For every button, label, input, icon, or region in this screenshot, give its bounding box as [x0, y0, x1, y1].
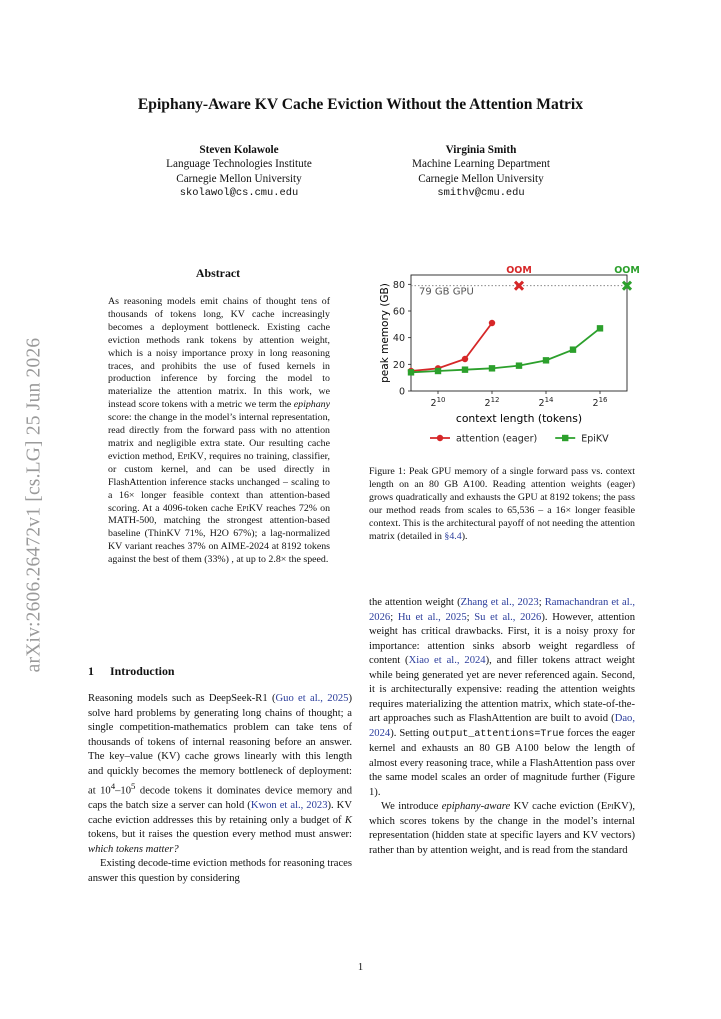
- author-univ: Carnegie Mellon University: [176, 172, 302, 185]
- paragraph: We introduce epiphany-aware KV cache eviction (EpiKV), which scores tokens by the change in the model’s internal representation (hidden state at specific layers and KV vectors) rather than by attention weight, and is read from the standard: [369, 801, 635, 856]
- series: [408, 266, 640, 376]
- method-name: EpiKV: [600, 801, 629, 812]
- page-number: 1: [357, 962, 364, 973]
- method-name: EpiKV: [177, 450, 204, 462]
- citation-link[interactable]: Kwon et al., 2023: [250, 800, 328, 812]
- paragraph: the attention weight (Zhang et al., 2023; Ramachandran et al., 2026; Hu et al., 2025; Su et al., 2026). However, attention weight has critical drawbacks. First, it is a noisy proxy for importance: attention sinks absorb weight regardless of content (Xiao et al., 2024), and filler tokens attract weight while being generated yet are never referenced again. Second, it is architecturally expensive: reading the attention weights requires materializing the attention matrix, which state-of-the-art approaches such as FlashAttention are built to avoid (Dao, 2024). Setting output_attentions=True forces the eager kernel and exhausts an 80 GB A100 below the length of almost every reasoning trace, while a FlashAttention pass over the same model scales an order of magnitude further (Figure 1).: [369, 597, 636, 798]
- abstract-heading: Abstract: [195, 266, 241, 280]
- legend-item: [430, 434, 537, 445]
- y-tick-label: 0: [398, 386, 405, 398]
- x-axis-label: context length (tokens): [455, 412, 583, 425]
- citation-link[interactable]: Ramachandran et al., 2026: [369, 597, 635, 623]
- x-tick-label: $2^{10}$: [430, 396, 446, 409]
- author-email: smithv@cmu.edu: [437, 186, 525, 199]
- citation-link[interactable]: Su et al., 2026: [474, 611, 542, 623]
- author-dept: Language Technologies Institute: [166, 158, 312, 171]
- data-point: [462, 356, 468, 362]
- oom-label: OOM: [614, 266, 640, 276]
- oom-label: OOM: [506, 266, 532, 276]
- x-tick-label: $2^{14}$: [538, 396, 554, 409]
- author-block-1: [136, 143, 342, 200]
- x-tick-label: $2^{12}$: [484, 396, 500, 409]
- y-tick-label: 60: [392, 306, 405, 318]
- author-dept: Machine Learning Department: [412, 158, 550, 171]
- paper-title: Epiphany-Aware KV Cache Eviction Without the Attention Matrix: [137, 96, 584, 113]
- author-name: Virginia Smith: [445, 144, 517, 156]
- code-snippet: output_attentions=True: [432, 728, 565, 740]
- data-point: [516, 362, 522, 368]
- data-point: [562, 435, 568, 441]
- citation-link[interactable]: Guo et al., 2025: [275, 693, 349, 704]
- citation-link[interactable]: Dao, 2024: [369, 713, 635, 739]
- arxiv-stamp: [18, 300, 50, 710]
- author-block-2: [378, 143, 584, 200]
- section-heading: 1 Introduction: [88, 664, 175, 678]
- data-point: [408, 369, 414, 375]
- citation-link[interactable]: Zhang et al., 2023: [460, 597, 539, 608]
- intro-left-column: [88, 692, 352, 886]
- arxiv-id: arXiv:2606.26472v1 [cs.LG] 25 Jun 2026: [23, 337, 45, 673]
- author-name: Steven Kolawole: [199, 144, 279, 156]
- intro-right-column: [369, 596, 635, 858]
- legend-label: EpiKV: [581, 433, 609, 445]
- x-tick-label: $2^{16}$: [592, 396, 608, 409]
- legend-label: attention (eager): [456, 433, 538, 445]
- data-point: [543, 357, 549, 363]
- citation-link[interactable]: Hu et al., 2025: [397, 611, 467, 623]
- y-axis-label: peak memory (GB): [379, 283, 391, 383]
- data-point: [489, 320, 495, 326]
- y-tick-label: 40: [392, 333, 405, 345]
- data-point: [489, 365, 495, 371]
- figure-1-chart: [364, 266, 646, 458]
- reference-line-label: 79 GB GPU: [419, 286, 474, 298]
- series-line: [411, 323, 492, 371]
- section-link[interactable]: §4.4: [444, 530, 462, 542]
- method-name: EpiKV: [236, 502, 263, 514]
- figure-1-caption: Figure 1: Peak GPU memory of a single forward pass vs. context length on an 80 GB A100. Reading attention weights (eager) grows quadratically and exhausts the GPU at 8192 tokens; the pass our method reads from scales to 65,536 – a 16× longer feasible context. This is the architectural payoff of not needing the attention matrix (detailed in §4.4).: [369, 466, 635, 542]
- y-tick-label: 80: [392, 279, 405, 291]
- author-email: skolawol@cs.cmu.edu: [179, 186, 299, 199]
- citation-link[interactable]: Xiao et al., 2024: [408, 655, 486, 666]
- author-univ: Carnegie Mellon University: [418, 172, 544, 185]
- series: [408, 266, 532, 374]
- data-point: [570, 346, 576, 352]
- paragraph: Reasoning models such as DeepSeek-R1 (Guo et al., 2025) solve hard problems by generating long chains of thought; a single competition-mathematics problem can take tens of thousands of tokens of internal reasoning before an answer. The key–value (KV) cache grows linearly with this length and quickly becomes the memory bottleneck of deployment: at $10^4-10^5$ decode tokens it dominates device memory and caps the batch size a server can hold (Kwon et al., 2023). KV cache eviction addresses this by retaining only a budget of K tokens, but it raises the question every method must answer: which tokens matter?: [88, 693, 352, 855]
- data-point: [597, 325, 603, 331]
- y-tick-label: 20: [392, 359, 405, 371]
- data-point: [437, 435, 443, 441]
- abstract-body: As reasoning models emit chains of thought tens of thousands of tokens long, KV cache increasingly becomes a deployment bottleneck. Existing cache eviction methods rank tokens by attention weight, which is a noisy importance proxy in long reasoning traces, and prohibits the use of fused kernels in production inference by forcing the model to materialize the attention matrix. In this work, we instead score tokens with a metric we term the epiphany score: the change in the model’s internal representation, read directly from the forward pass with no attention matrix and negligible extra state. Our resulting cache eviction method, EpiKV, requires no training, classifier, or custom kernel, and can be used directly in FlashAttention inference stacks unchanged – scaling to a 16× longer feasible context than attention-based scoring. At a 4096-token cache EpiKV reaches 72% on MATH-500, matching the strongest attention-based baseline (ThinKV 71%, H2O 67%); a lag-normalized KV variant reaches 37% on AIME-2024 at 8192 tokens against the best of them (33%) , at up to 2.8× the speed.: [108, 296, 331, 566]
- data-point: [462, 366, 468, 372]
- data-point: [435, 368, 441, 374]
- paragraph: Existing decode-time eviction methods for reasoning traces answer this question by considering: [88, 858, 352, 884]
- legend-item: [555, 434, 609, 445]
